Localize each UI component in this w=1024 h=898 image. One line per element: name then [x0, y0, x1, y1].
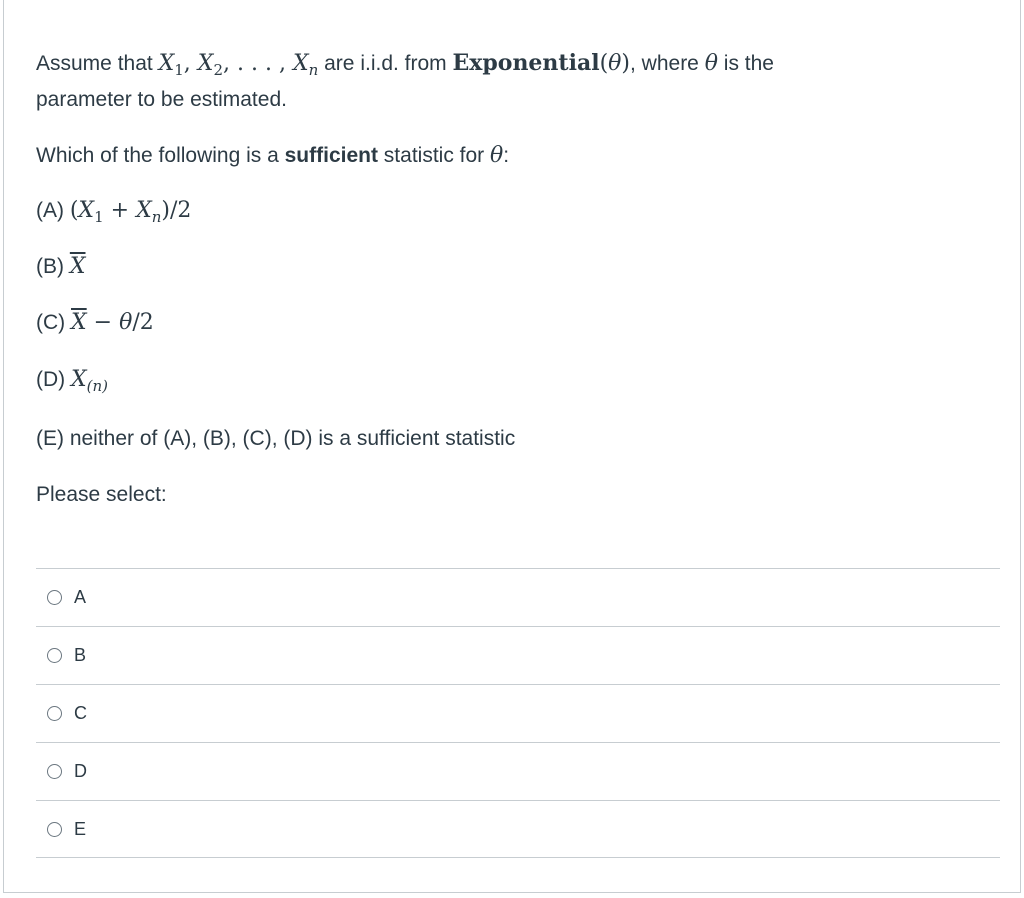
answer-option-b[interactable] — [36, 626, 1000, 684]
math-x-bar: $\overline{X}$ — [69, 254, 86, 279]
math-option-a: $(X_1 + X_n)/2$ — [69, 198, 192, 226]
radio-a-icon[interactable] — [47, 590, 62, 605]
math-distribution: Exponential(θ) — [452, 50, 630, 76]
question-intro-line2: parameter to be estimated. — [36, 88, 287, 111]
answer-option-c[interactable] — [36, 684, 1000, 742]
select-prompt: Please select: — [36, 483, 167, 506]
option-a-text: (A) $(X_1 + X_n)/2$ — [36, 198, 192, 226]
radio-b-icon[interactable] — [47, 648, 62, 663]
question-panel — [3, 0, 1021, 893]
math-x-sequence: $X_1$, $X_2$, . . . , $X_n$ — [158, 51, 319, 79]
question-prompt: Which of the following is a sufficient statistic for θ: — [36, 143, 510, 168]
option-c-text: (C) $\overline{X} - \theta/2$ — [36, 310, 154, 335]
answer-label-d: D — [74, 761, 87, 781]
option-d-text: (D) $X_{(n)}$ — [36, 367, 109, 395]
option-e-text: (E) neither of (A), (B), (C), (D) is a sufficient statistic — [36, 427, 516, 450]
radio-d-icon[interactable] — [47, 764, 62, 779]
answer-option-a[interactable] — [36, 568, 1000, 626]
answer-label-e: E — [74, 818, 87, 839]
answer-label-a: A — [74, 587, 87, 607]
radio-e-icon[interactable] — [47, 822, 62, 837]
question-intro-line1: Assume that $X_1$, $X_2$, . . . , $X_n$ are i.i.d. from Exponential(θ), where θ is the — [36, 50, 774, 79]
answer-choices — [36, 568, 1000, 858]
answer-option-d[interactable] — [36, 742, 1000, 800]
math-option-c: $\overline{X} - \theta/2$ — [71, 310, 154, 335]
math-option-d: $X_{(n)}$ — [71, 367, 109, 395]
answer-label-b: B — [74, 645, 87, 665]
answer-option-e[interactable] — [36, 800, 1000, 858]
radio-c-icon[interactable] — [47, 706, 62, 721]
answer-label-c: C — [74, 703, 87, 723]
option-b-text: (B) $\overline{X}$ — [36, 254, 86, 279]
